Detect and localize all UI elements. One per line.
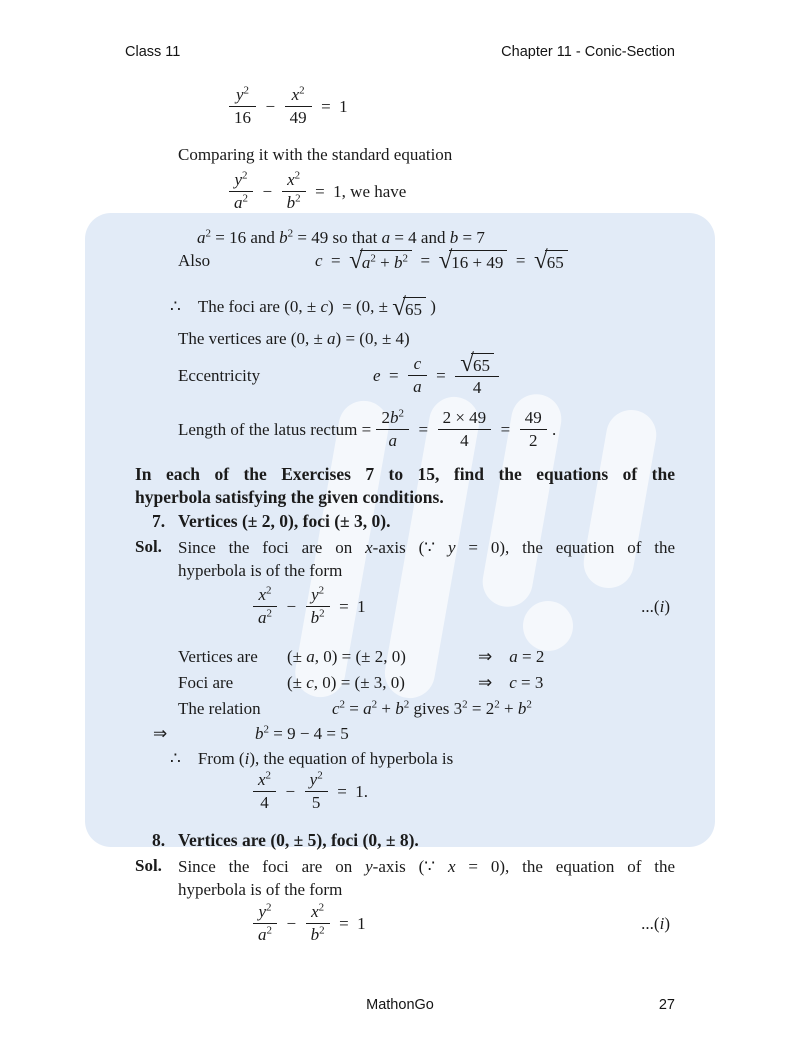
row-foci-are: [178, 671, 543, 695]
text-run: =: [409, 419, 437, 439]
text-run: 2: [381, 408, 390, 427]
text-run: ) = (0, ± 4): [335, 329, 410, 348]
square-root: [349, 247, 412, 274]
text-run: = 49 so that: [293, 228, 382, 247]
text-run: .: [547, 419, 557, 439]
text-run: x: [258, 585, 267, 604]
text-run: 5: [311, 793, 321, 812]
text-run: From (: [197, 749, 245, 768]
text-run: ...(: [641, 596, 660, 616]
text-run: gives 3: [409, 699, 463, 718]
text-run: Since the foci are on: [178, 538, 366, 557]
denominator: [253, 792, 276, 813]
superscript: 2: [287, 227, 294, 240]
text-run: = 2: [467, 699, 495, 718]
superscript: 2: [318, 901, 325, 914]
text-run: = 9 − 4 = 5: [269, 724, 349, 743]
square-root: [438, 247, 508, 274]
text-run: 2 × 49: [442, 408, 487, 427]
fraction: [253, 585, 277, 628]
text-run: −: [277, 781, 304, 801]
text-run: 65: [546, 253, 564, 272]
text-run: y: [365, 857, 373, 876]
denominator: [520, 430, 547, 451]
equation-given: [228, 85, 348, 128]
text-run: 4: [260, 793, 269, 812]
superscript: 2: [242, 169, 248, 182]
square-root: [533, 247, 568, 274]
superscript: 2: [526, 698, 532, 711]
superscript: 2: [265, 769, 272, 782]
page-header: [125, 44, 675, 60]
equation-8-form: [252, 902, 670, 945]
text-run: +: [499, 699, 518, 718]
equation-8-form-body: [252, 902, 366, 945]
text-run: = 0), the equation of the: [455, 857, 676, 876]
numerator: [376, 408, 409, 430]
numerator: [285, 85, 312, 107]
text-run: =: [492, 419, 519, 439]
text-run: a: [327, 329, 336, 348]
exercise-8-number: 8.: [152, 830, 166, 850]
page-footer: [125, 997, 675, 1013]
text-run: b: [310, 608, 320, 627]
fraction: [253, 902, 277, 945]
text-run: a: [258, 925, 267, 944]
superscript: 2: [243, 84, 250, 97]
superscript: 2: [266, 901, 272, 914]
text-run: 16 + 49: [451, 253, 504, 272]
line-latus-rectum: [178, 408, 556, 451]
text-run: = 2: [517, 647, 545, 666]
text-run: ): [664, 596, 670, 616]
row-therefore-from-i: [170, 748, 453, 770]
text-run: ): [664, 913, 670, 933]
text-run: = 1: [330, 596, 366, 616]
row-relation-label: The relation: [178, 699, 261, 718]
row-vertices-are: [178, 645, 544, 669]
solution-8-line1: [178, 855, 675, 878]
superscript: 2: [317, 769, 323, 782]
superscript: 2: [294, 169, 301, 182]
text-run: c: [332, 699, 340, 718]
row-foci-values: [287, 671, 478, 695]
exercises-heading-line1: In each of the Exercises 7 to 15, find the equations of the: [135, 464, 675, 484]
denominator: [306, 924, 330, 945]
eccentricity-label: Eccentricity: [178, 365, 261, 385]
equation-eccentricity: [373, 350, 500, 398]
fraction: [253, 770, 276, 813]
numerator: [455, 350, 499, 378]
row-relation-equation: [332, 697, 532, 721]
sol-label: Sol.: [135, 537, 162, 556]
text-run: a: [306, 647, 315, 666]
text-run: 16: [234, 108, 251, 127]
fraction: [285, 85, 312, 128]
numerator: [229, 85, 256, 107]
footer-brand: MathonGo: [366, 997, 434, 1013]
numerator: [229, 170, 253, 192]
fraction: [455, 350, 499, 398]
text-run: , 0) = (± 2, 0): [314, 647, 406, 666]
row-vertices-implication: [478, 645, 544, 669]
row-b2-equation: [255, 722, 349, 746]
text-run: i: [659, 596, 665, 616]
text-run: i: [244, 749, 250, 768]
text-run: The vertices are (0, ±: [178, 329, 328, 348]
text-run: y: [311, 585, 319, 604]
page-number: 27: [658, 997, 675, 1013]
numerator: [408, 354, 427, 376]
numerator: [520, 408, 547, 430]
numerator: [305, 770, 328, 792]
radical-sign-icon: √: [438, 247, 453, 274]
text-run: = 1, we have: [306, 181, 407, 201]
equation-7-label-i: [641, 596, 670, 618]
text-run: y: [234, 170, 243, 189]
numerator: [282, 170, 306, 192]
text-run: The foci are (0, ±: [197, 297, 321, 316]
equation-c: [315, 247, 568, 274]
text-run: = 4 and: [390, 228, 450, 247]
text-run: c: [315, 251, 323, 270]
solution-7-text: [178, 536, 675, 582]
text-run: 4: [472, 378, 482, 398]
text-run: ⇒: [478, 673, 510, 692]
radicand: [471, 353, 494, 375]
text-run: a: [197, 228, 206, 247]
text-run: y: [258, 902, 267, 921]
denominator: [455, 377, 499, 398]
text-run: (±: [287, 673, 307, 692]
text-run: ...(: [641, 913, 660, 933]
text-run: a: [234, 193, 243, 212]
header-chapter-label: Chapter 11 - Conic-Section: [501, 44, 675, 60]
exercise-7-number: 7.: [152, 511, 166, 531]
superscript: 2: [371, 698, 378, 711]
text-run: (±: [287, 647, 307, 666]
numerator: [306, 902, 330, 924]
text-run: = 16 and: [211, 228, 280, 247]
text-run: a: [381, 228, 391, 247]
fraction: [305, 770, 328, 813]
text-run: =: [427, 365, 455, 385]
text-run: 4: [460, 431, 469, 450]
superscript: 2: [263, 723, 269, 736]
text-run: = 1.: [328, 781, 369, 801]
square-root: [460, 350, 494, 378]
sol-label: Sol.: [135, 856, 162, 875]
text-run: = 7: [458, 228, 485, 247]
also-label: Also: [178, 251, 211, 270]
denominator: [306, 607, 330, 628]
line-eccentricity: [178, 350, 500, 398]
text-run: -axis (∵: [372, 857, 448, 876]
radicand: [403, 297, 426, 319]
denominator: [408, 376, 427, 397]
text-run: ∴: [170, 297, 198, 316]
text-run: =: [322, 251, 350, 270]
text-run: y: [235, 85, 244, 104]
text-run: ∴: [170, 749, 198, 768]
text-run: =: [411, 251, 439, 270]
text-run: a: [258, 608, 267, 627]
superscript: 2: [339, 698, 346, 711]
row-foci-label: Foci are: [178, 673, 234, 692]
superscript: 2: [242, 192, 248, 205]
superscript: 2: [462, 698, 468, 711]
text-run: c: [413, 354, 422, 374]
text-run: b: [517, 699, 527, 718]
row-foci-implication: [478, 671, 543, 695]
fraction: [520, 408, 547, 451]
header-class-label: Class 11: [125, 44, 181, 60]
line-vertices: [178, 328, 410, 350]
fraction: [376, 408, 409, 451]
denominator: [253, 607, 277, 628]
denominator: [438, 430, 492, 451]
denominator: [305, 792, 328, 813]
text-run: 49: [524, 408, 542, 427]
solution-7-line1: [178, 536, 675, 559]
text-run: −: [278, 913, 305, 933]
exercises-heading: [135, 463, 675, 509]
superscript: 2: [403, 698, 410, 711]
denominator: [229, 107, 256, 128]
denominator: [282, 192, 306, 213]
solution-8-line2: hyperbola is of the form: [178, 880, 343, 899]
text-run: 2: [529, 431, 538, 450]
text-run: a: [363, 699, 372, 718]
equation-standard-form: [228, 170, 406, 213]
fraction: [438, 408, 492, 451]
text-run: b: [393, 253, 403, 272]
exercises-heading-line2: hyperbola satisfying the given conditions.: [135, 487, 444, 507]
superscript: 2: [295, 192, 301, 205]
text-run: Since the foci are on: [178, 857, 366, 876]
text-run: b: [389, 408, 399, 427]
text-run: a: [509, 647, 518, 666]
fraction: [408, 354, 427, 397]
superscript: 2: [319, 607, 325, 620]
row-vertices-label: Vertices are: [178, 647, 258, 666]
text-run: 65: [404, 300, 422, 320]
equation-8-label-i: [641, 913, 670, 935]
exercise-8-heading: [152, 829, 419, 851]
text-run: , 0) = (± 3, 0): [313, 673, 405, 692]
text-run: +: [375, 253, 394, 272]
text-run: b: [449, 228, 459, 247]
text-run: ): [425, 297, 436, 316]
numerator: [253, 770, 276, 792]
text-run: c: [509, 673, 517, 692]
text-run: b: [310, 925, 320, 944]
para-comparing: Comparing it with the standard equation: [178, 145, 453, 164]
square-root: [392, 294, 426, 322]
text-run: Length of the latus rectum =: [178, 419, 376, 439]
radical-sign-icon: √: [349, 247, 363, 274]
equation-7-form: [252, 585, 670, 628]
exercise-7-heading: [152, 510, 390, 532]
text-run: = 3: [516, 673, 544, 692]
solution-7-line2: hyperbola is of the form: [178, 561, 343, 580]
fraction: [306, 585, 330, 628]
solution-8-paragraph: [135, 855, 675, 901]
text-run: a: [388, 431, 397, 450]
fraction: [229, 170, 253, 213]
numerator: [253, 902, 277, 924]
text-run: −: [278, 596, 305, 616]
text-run: x: [311, 902, 319, 921]
text-run: x: [365, 538, 373, 557]
text-run: b: [395, 699, 404, 718]
text-run: b: [279, 228, 288, 247]
line-foci: [170, 293, 436, 321]
superscript: 2: [319, 924, 325, 937]
radicand: [449, 250, 507, 272]
superscript: 2: [494, 698, 500, 711]
radicand: [360, 250, 412, 272]
text-run: c: [306, 673, 314, 692]
superscript: 2: [266, 584, 272, 597]
numerator: [438, 408, 492, 430]
text-run: =: [345, 699, 364, 718]
denominator: [376, 430, 409, 451]
fraction: [282, 170, 306, 213]
equation-7-form-body: [252, 585, 366, 628]
text-run: i: [659, 913, 665, 933]
text-run: =: [507, 251, 534, 270]
text-run: a: [361, 253, 371, 272]
row-relation: [178, 697, 532, 721]
text-run: ), the equation of hyperbola is: [249, 749, 454, 768]
text-run: x: [291, 85, 300, 104]
row-implies-b2: [153, 722, 349, 746]
text-run: e: [373, 365, 381, 385]
text-run: y: [309, 770, 318, 789]
solution-8-text: [178, 855, 675, 901]
text-run: +: [377, 699, 396, 718]
superscript: 2: [398, 407, 404, 420]
text-run: = 1: [330, 913, 366, 933]
text-run: b: [286, 193, 296, 212]
text-run: 65: [472, 356, 490, 376]
numerator: [306, 585, 330, 607]
fraction: [306, 902, 330, 945]
radicand: [545, 250, 568, 272]
text-run: c: [320, 297, 328, 316]
text-run: −: [257, 96, 284, 116]
exercise-7-text: Vertices (± 2, 0), foci (± 3, 0).: [178, 511, 391, 531]
superscript: 2: [299, 84, 305, 97]
superscript: 2: [266, 607, 272, 620]
fraction: [229, 85, 256, 128]
numerator: [253, 585, 277, 607]
denominator: [229, 192, 253, 213]
radical-sign-icon: √: [392, 294, 406, 322]
text-run: a: [413, 377, 422, 397]
line-also-c-value: [178, 247, 568, 274]
text-run: = 1: [312, 96, 348, 116]
superscript: 2: [205, 227, 211, 240]
text-run: y: [447, 538, 456, 557]
text-run: x: [287, 170, 295, 189]
text-run: =: [380, 365, 408, 385]
exercise-8-text: Vertices are (0, ± 5), foci (0, ± 8).: [178, 830, 419, 850]
text-run: x: [258, 770, 266, 789]
text-run: b: [255, 724, 264, 743]
text-run: -axis (∵: [372, 538, 448, 557]
text-run: −: [254, 181, 281, 201]
row-vertices-values: [287, 645, 478, 669]
denominator: [253, 924, 277, 945]
radical-sign-icon: √: [460, 350, 474, 378]
text-run: x: [447, 857, 456, 876]
text-run: = 0), the equation of the: [455, 538, 676, 557]
denominator: [285, 107, 312, 128]
implies-arrow: ⇒: [153, 724, 168, 743]
superscript: 2: [318, 584, 325, 597]
text-run: 49: [289, 108, 307, 127]
equation-7-result: [252, 770, 368, 813]
superscript: 2: [266, 924, 272, 937]
text-run: ⇒: [478, 647, 510, 666]
radical-sign-icon: √: [533, 247, 548, 274]
superscript: 2: [402, 252, 408, 265]
text-run: ) = (0, ±: [327, 297, 393, 316]
solution-7-paragraph: [135, 536, 675, 582]
superscript: 2: [370, 252, 376, 265]
